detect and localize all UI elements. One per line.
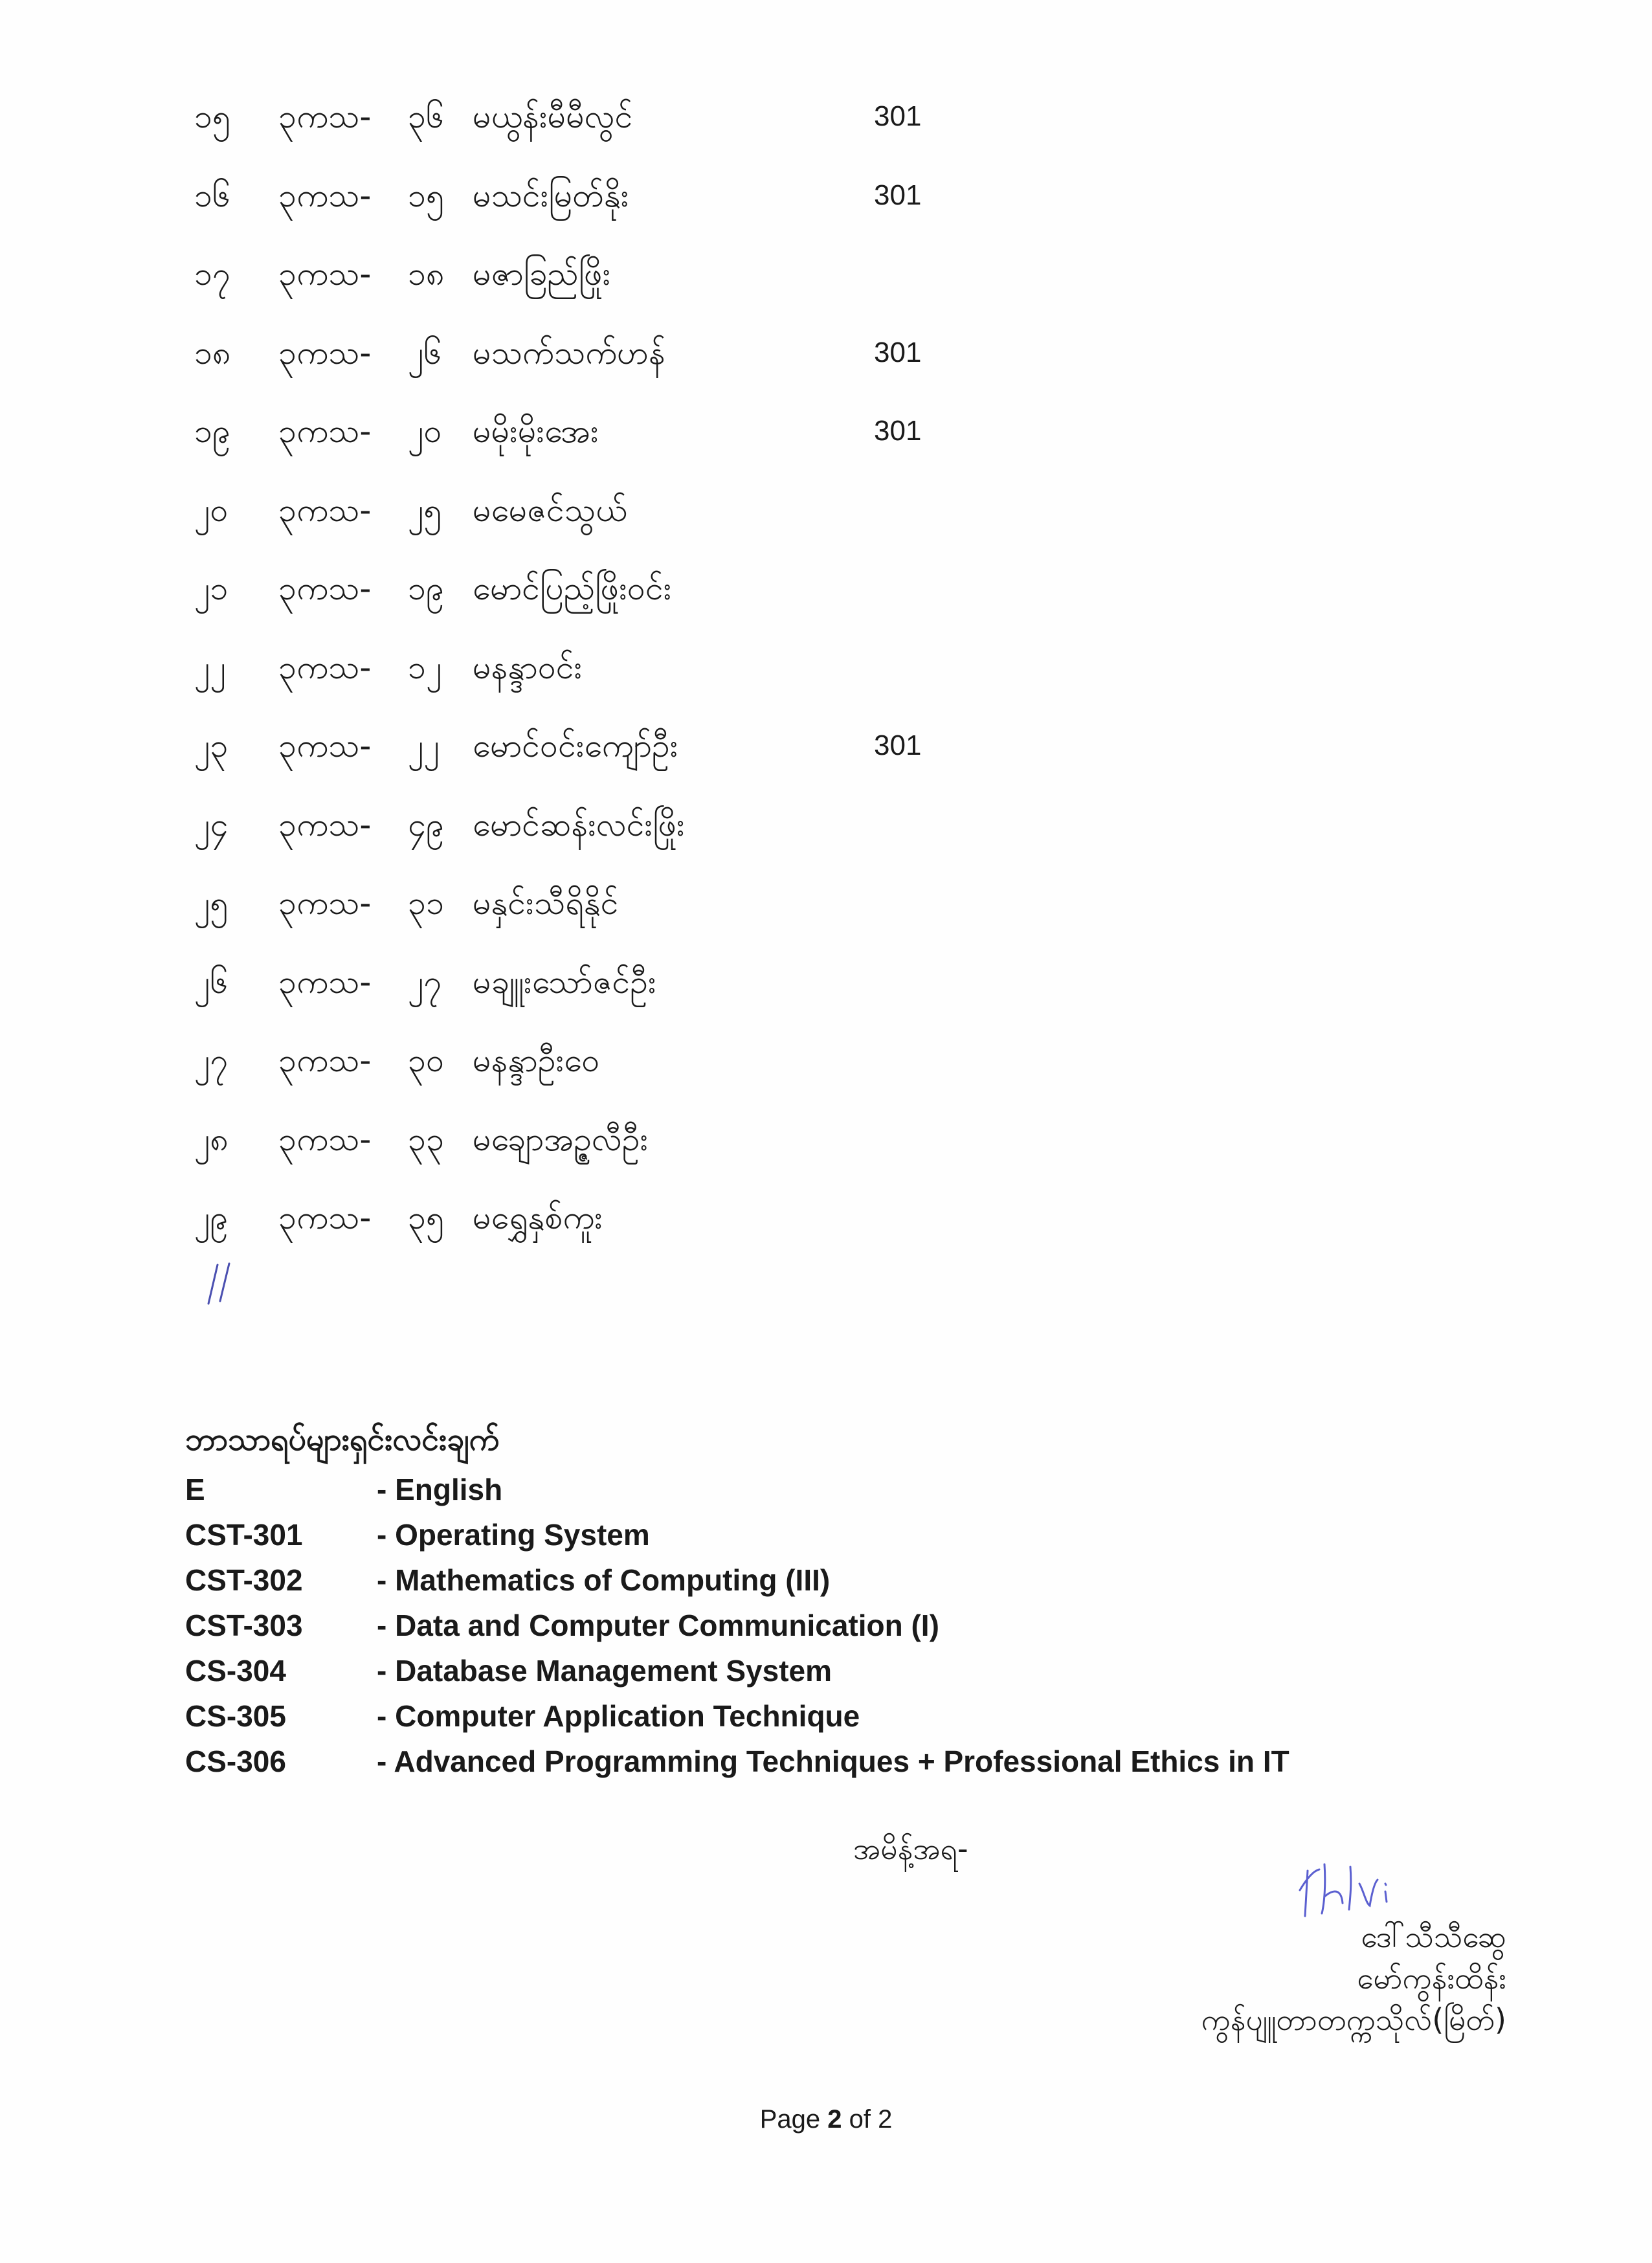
order-label: အမိန့်အရ-: [853, 1831, 968, 1866]
footer-middle: of: [842, 2105, 878, 2134]
row-number: ၂၉: [194, 1199, 229, 1236]
table-row: [194, 799, 1036, 878]
student-name: မယွန်းမီမီလွင်: [473, 98, 633, 135]
row-number: ၂၅: [194, 884, 229, 922]
roll-number: ၁၈: [408, 255, 445, 293]
legend-item: [185, 1512, 650, 1557]
row-number: ၂၁: [194, 570, 229, 607]
roll-number: ၂၅: [408, 491, 442, 529]
subject-code: 301: [874, 730, 922, 761]
roll-prefix: ၃ကသ-: [278, 491, 372, 529]
legend-item: [185, 1648, 832, 1693]
student-name: မဇာခြည်ဖြိုး: [473, 255, 611, 293]
student-name: မောင်ဝင်းကျော်ဦး: [473, 727, 678, 764]
legend-item: [185, 1693, 860, 1739]
roll-prefix: ၃ကသ-: [278, 333, 372, 372]
table-row: [194, 720, 1036, 799]
roll-number: ၃၆: [408, 98, 445, 135]
table-row: [194, 956, 1036, 1035]
roll-number: ၄၉: [408, 805, 445, 843]
student-name: မချောအဥ္ဇလီဦး: [473, 1120, 649, 1158]
legend-description: - English: [377, 1473, 503, 1506]
row-number: ၁၆: [194, 176, 231, 214]
signatory-title: မော်ကွန်းထိန်း: [1357, 1961, 1506, 1996]
table-row: [194, 170, 1036, 249]
legend-item: [185, 1739, 1289, 1784]
table-row: [194, 1192, 1036, 1271]
legend-description: - Operating System: [377, 1518, 650, 1552]
row-number: ၂၈: [194, 1120, 229, 1158]
roll-prefix: ၃ကသ-: [278, 412, 372, 450]
roll-number: ၃၀: [408, 1042, 445, 1079]
footer-prefix: Page: [759, 2105, 828, 2134]
student-name: မသက်သက်ဟန်: [473, 333, 665, 372]
student-name: မနှင်းသီရိနိုင်: [473, 884, 619, 922]
legend-code: CST-301: [185, 1518, 303, 1552]
footer-current-page: 2: [827, 2105, 842, 2134]
roll-number: ၃၁: [408, 884, 445, 922]
roll-number: ၁၅: [408, 176, 445, 214]
roll-number: ၂၆: [408, 333, 442, 372]
row-number: ၁၈: [194, 333, 231, 372]
table-row: [194, 484, 1036, 563]
student-name: မချူးသော်ဇင်ဦး: [473, 963, 656, 1001]
table-row: [194, 1113, 1036, 1192]
legend-description: - Mathematics of Computing (III): [377, 1563, 831, 1597]
roll-prefix: ၃ကသ-: [278, 963, 372, 1001]
roll-prefix: ၃ကသ-: [278, 1120, 372, 1158]
signatory-name: ဒေါ်သီသီဆွေ: [1361, 1919, 1506, 1954]
table-row: [194, 91, 1036, 170]
legend-code: CST-303: [185, 1609, 303, 1642]
table-row: [194, 641, 1036, 720]
row-number: ၂၂: [194, 648, 227, 686]
student-name: မောင်ဆန်းလင်းဖြိုး: [473, 805, 685, 843]
legend-code: E: [185, 1473, 205, 1506]
roll-prefix: ၃ကသ-: [278, 805, 372, 843]
roll-prefix: ၃ကသ-: [278, 570, 372, 607]
roll-prefix: ၃ကသ-: [278, 884, 372, 922]
legend-description: - Database Management System: [377, 1654, 832, 1688]
roll-number: ၃၃: [408, 1120, 445, 1158]
student-name: မမိုးမိုးအေး: [473, 412, 599, 450]
subject-code: 301: [874, 179, 922, 211]
legend-code: CST-302: [185, 1563, 303, 1597]
table-row: [194, 563, 1036, 641]
row-number: ၂၇: [194, 1042, 229, 1079]
subject-code: 301: [874, 100, 922, 132]
student-name: မရွှေနှစ်ကူး: [473, 1199, 603, 1236]
roll-prefix: ၃ကသ-: [278, 176, 372, 214]
row-number: ၂၆: [194, 963, 229, 1001]
subject-code: 301: [874, 415, 922, 447]
footer-total-pages: 2: [878, 2105, 893, 2134]
table-row: [194, 1034, 1036, 1113]
roll-number: ၁၂: [408, 648, 442, 686]
row-number: ၂၄: [194, 805, 229, 843]
row-number: ၁၉: [194, 412, 231, 450]
row-number: ၂၀: [194, 491, 229, 529]
legend-code: CS-305: [185, 1699, 286, 1733]
roll-number: ၂၇: [408, 963, 442, 1001]
roll-number: ၂၂: [408, 727, 440, 764]
subject-legend: [185, 1416, 1289, 1784]
student-name: မနန္ဒာဝင်း: [473, 648, 583, 686]
signature: [1288, 1851, 1424, 1923]
signatory-institution: ကွန်ပျူတာတက္ကသိုလ်(မြိတ်): [1201, 2002, 1506, 2037]
student-name: မမေဇင်သွယ်: [473, 491, 627, 529]
pen-mark: [206, 1262, 238, 1308]
table-row: [194, 248, 1036, 327]
subject-code: 301: [874, 336, 922, 368]
student-name: မနန္ဒာဦးဝေ: [473, 1042, 600, 1079]
student-name: မသင်းမြတ်နိုး: [473, 176, 629, 214]
row-number: ၁၇: [194, 255, 231, 293]
roll-number: ၃၅: [408, 1199, 445, 1236]
legend-description: - Computer Application Technique: [377, 1699, 860, 1733]
roll-number: ၂၀: [408, 412, 442, 450]
legend-code: CS-304: [185, 1654, 286, 1688]
legend-item: [185, 1557, 831, 1603]
legend-code: CS-306: [185, 1745, 286, 1778]
table-row: [194, 405, 1036, 484]
results-table: [194, 91, 1036, 1271]
signatory-block: [1201, 1916, 1506, 2040]
legend-description: - Advanced Programming Techniques + Professional Ethics in IT: [377, 1745, 1289, 1778]
roll-number: ၁၉: [408, 570, 445, 607]
row-number: ၂၃: [194, 727, 229, 764]
page-footer: [0, 2105, 1652, 2134]
roll-prefix: ၃ကသ-: [278, 1199, 372, 1236]
roll-prefix: ၃ကသ-: [278, 648, 372, 686]
roll-prefix: ၃ကသ-: [278, 255, 372, 293]
student-name: မောင်ပြည့်ဖြိုးဝင်း: [473, 570, 672, 607]
legend-description: - Data and Computer Communication (I): [377, 1609, 939, 1642]
roll-prefix: ၃ကသ-: [278, 98, 372, 135]
roll-prefix: ၃ကသ-: [278, 1042, 372, 1079]
row-number: ၁၅: [194, 98, 231, 135]
legend-item: [185, 1467, 503, 1512]
legend-item: [185, 1603, 939, 1648]
roll-prefix: ၃ကသ-: [278, 727, 372, 764]
table-row: [194, 877, 1036, 956]
legend-title: ဘာသာရပ်များရှင်းလင်းချက်: [185, 1421, 500, 1458]
table-row: [194, 327, 1036, 406]
